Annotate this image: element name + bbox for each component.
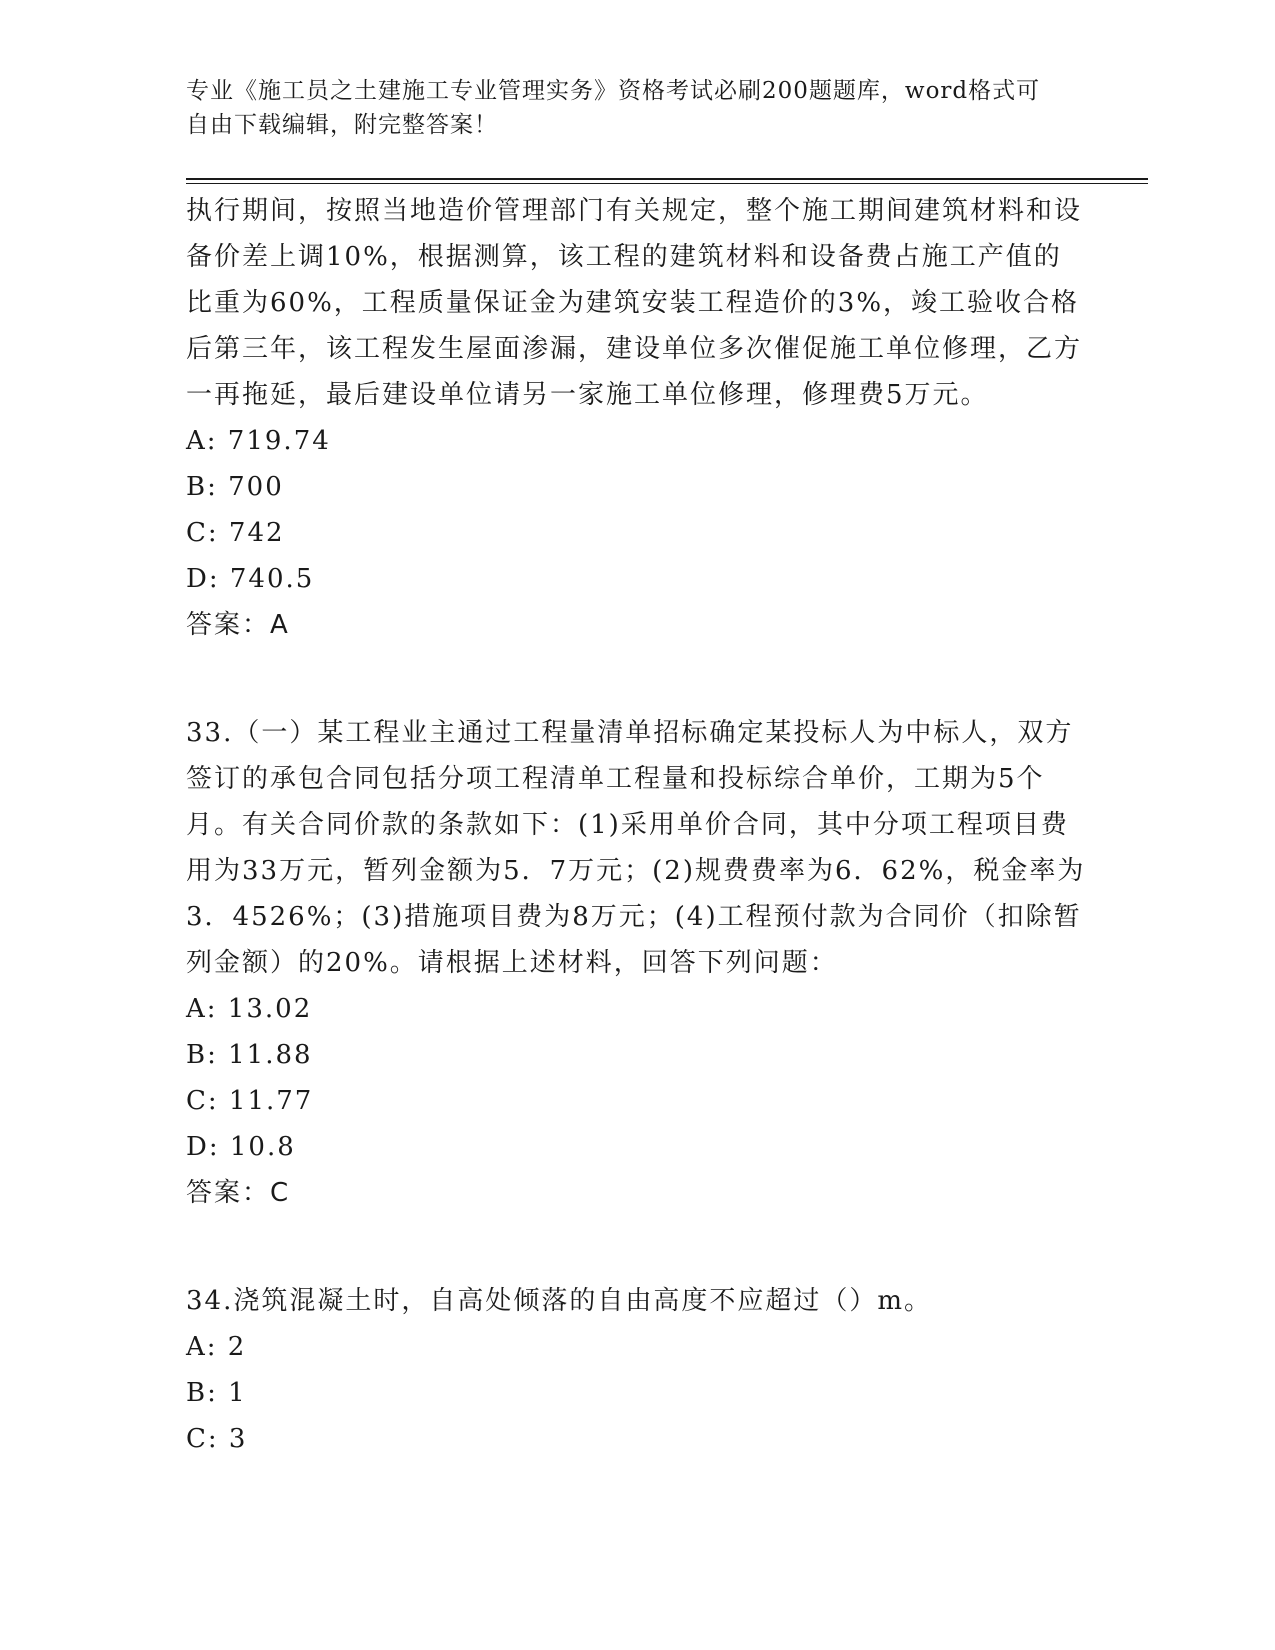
option-d: D: 740.5 (186, 564, 315, 594)
option-a: A: 2 (186, 1332, 247, 1362)
answer: 答案：C (186, 1178, 291, 1208)
question-33 (186, 710, 1086, 1216)
option-c: C: 3 (186, 1424, 248, 1454)
question-text: 34.浇筑混凝土时，自高处倾落的自由高度不应超过（）m。 (186, 1286, 933, 1316)
question-text: 33.（一）某工程业主通过工程量清单招标确定某投标人为中标人，双方签订的承包合同包括分项工程清单工程量和投标综合单价，工期为5个月。有关合同价款的条款如下：(1)采用单价合同，其中分项工程项目费用为33万元，暂列金额为5．7万元；(2)规费费率为6．62%，税金率为3．4526%；(3)措施项目费为8万元；(4)工程预付款为合同价（扣除暂列金额）的20%。请根据上述材料，回答下列问题： (186, 718, 1086, 978)
option-a: A: 719.74 (186, 426, 331, 456)
option-d: D: 10.8 (186, 1132, 296, 1162)
question-text: 执行期间，按照当地造价管理部门有关规定，整个施工期间建筑材料和设备价差上调10%，根据测算，该工程的建筑材料和设备费占施工产值的比重为60%，工程质量保证金为建筑安装工程造价的3%，竣工验收合格后第三年，该工程发生屋面渗漏，建设单位多次催促施工单位修理，乙方一再拖延，最后建设单位请另一家施工单位修理，修理费5万元。 (186, 196, 1083, 410)
header-title-line2: 自由下载编辑，附完整答案！ (186, 112, 498, 138)
option-b: B: 700 (186, 472, 284, 502)
question-32 (186, 188, 1086, 648)
document-body (186, 188, 1086, 1462)
document-header (186, 74, 1086, 142)
answer: 答案：A (186, 610, 290, 640)
header-divider-thin (186, 183, 1148, 184)
option-b: B: 11.88 (186, 1040, 313, 1070)
option-c: C: 11.77 (186, 1086, 314, 1116)
question-34 (186, 1278, 1086, 1462)
header-title-line1: 专业《施工员之土建施工专业管理实务》资格考试必刷200题题库，word格式可 (186, 78, 1041, 104)
option-a: A: 13.02 (186, 994, 313, 1024)
option-b: B: 1 (186, 1378, 247, 1408)
option-c: C: 742 (186, 518, 285, 548)
header-divider-thick (186, 178, 1148, 180)
